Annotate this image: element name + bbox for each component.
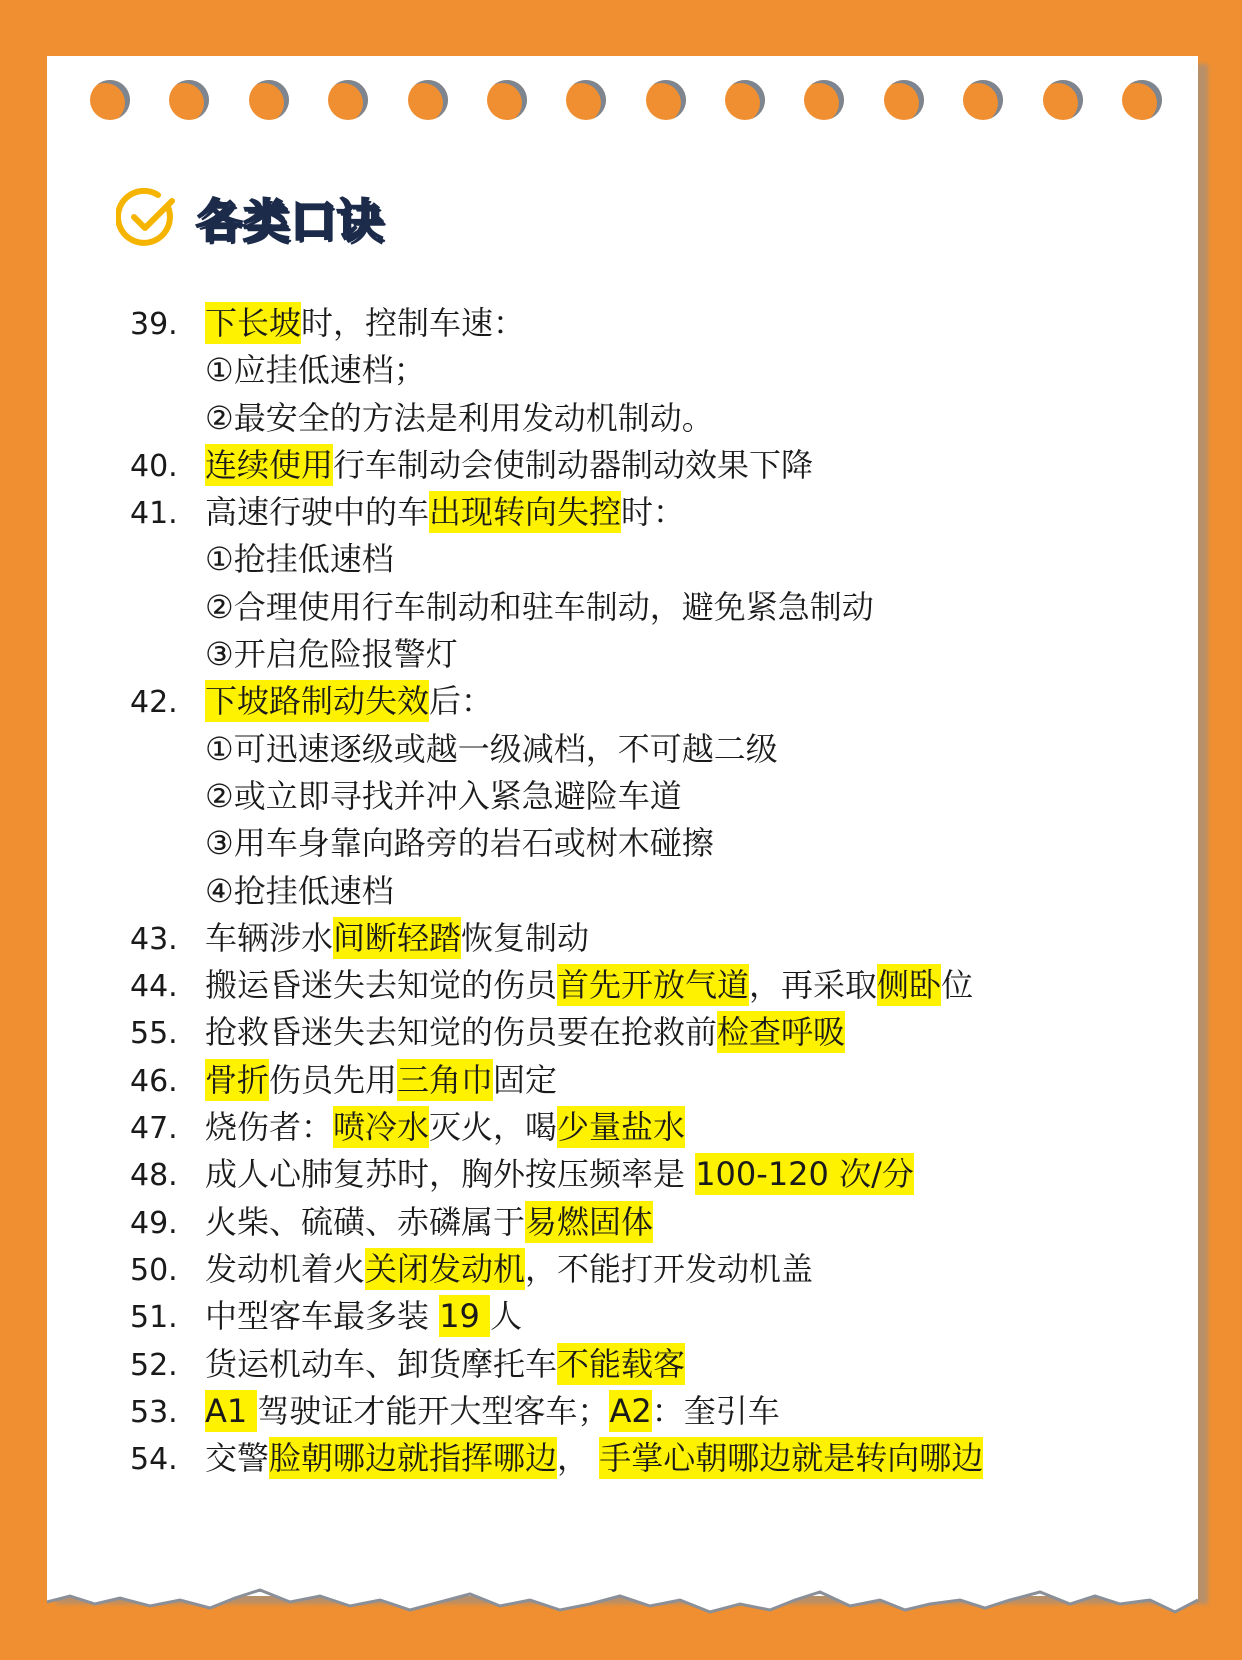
list-sub-item (130, 868, 1150, 915)
highlighted-text: 下长坡 (205, 304, 302, 342)
item-text: ②最安全的方法是利用发动机制动。 (205, 398, 714, 437)
item-text: ，再采取 (749, 966, 878, 1005)
binder-hole (884, 80, 924, 120)
list-item (130, 1246, 1150, 1293)
item-text: 发动机着火 (205, 1249, 366, 1288)
list-item (130, 1388, 1150, 1435)
list-item (130, 1199, 1150, 1246)
list-sub-item (130, 820, 1150, 867)
binder-hole (169, 80, 209, 120)
binder-holes (90, 80, 1162, 124)
binder-hole (408, 80, 448, 120)
binder-hole (487, 80, 527, 120)
item-text: ①可迅速逐级或越一级减档，不可越二级 (205, 729, 778, 768)
item-text: 车辆涉水 (205, 918, 334, 957)
binder-hole (328, 80, 368, 120)
binder-hole (725, 80, 765, 120)
list-sub-item (130, 395, 1150, 442)
highlighted-text: A1 (205, 1391, 258, 1430)
binder-hole (963, 80, 1003, 120)
item-number: 43. (130, 921, 178, 957)
highlighted-text: 连续使用 (205, 445, 334, 484)
highlighted-text: 不能载客 (557, 1344, 686, 1383)
highlighted-text: 检查呼吸 (717, 1013, 846, 1052)
item-text: 搬运昏迷失去知觉的伤员 (205, 966, 558, 1005)
highlighted-text: 首先开放气道 (557, 966, 750, 1005)
list-item (130, 489, 1150, 536)
item-text: 货运机动车、卸货摩托车 (205, 1344, 558, 1383)
list-item (130, 962, 1150, 1009)
list-item (130, 1009, 1150, 1056)
section-heading (116, 186, 384, 250)
binder-hole (249, 80, 289, 120)
highlighted-text: 骨折 (205, 1060, 270, 1099)
list-sub-item (130, 347, 1150, 394)
highlighted-text: 少量盐水 (557, 1108, 686, 1147)
item-text: 位 (941, 966, 974, 1005)
list-item (130, 1151, 1150, 1198)
item-number: 50. (130, 1252, 178, 1288)
item-text: ④抢挂低速档 (205, 871, 394, 910)
item-text: 时，控制车速： (301, 304, 526, 342)
binder-hole (1043, 80, 1083, 120)
item-text: 中型客车最多装 (205, 1297, 440, 1336)
torn-paper-edge (0, 1500, 1242, 1660)
binder-hole (804, 80, 844, 120)
item-text: 交警 (205, 1439, 270, 1478)
binder-hole (566, 80, 606, 120)
list-item (130, 1293, 1150, 1340)
page-title: 各类口诀 (196, 194, 384, 248)
highlighted-text: A2 (609, 1391, 652, 1430)
item-text: 成人心肺复苏时，胸外按压频率是 (205, 1155, 696, 1194)
list-item (130, 1435, 1150, 1482)
item-number: 55. (130, 1016, 178, 1052)
highlighted-text: 易燃固体 (525, 1202, 654, 1241)
item-number: 44. (130, 969, 178, 1005)
highlighted-text: 脸朝哪边就指挥哪边 (269, 1439, 558, 1478)
list-sub-item (130, 536, 1150, 583)
list-item (130, 1341, 1150, 1388)
item-number: 53. (130, 1394, 178, 1430)
item-text: 恢复制动 (461, 918, 590, 957)
highlighted-text: 19 (439, 1297, 491, 1336)
list-item (130, 442, 1150, 489)
item-number: 48. (130, 1158, 178, 1194)
highlighted-text: 100-120 次/分 (695, 1155, 914, 1194)
item-text: 后： (429, 682, 494, 721)
item-text: ①抢挂低速档 (205, 540, 394, 579)
mnemonic-list (130, 300, 1150, 1482)
item-text: 灭火，喝 (429, 1108, 558, 1147)
item-text: ③用车身靠向路旁的岩石或树木碰擦 (205, 824, 714, 863)
item-text: ， (557, 1439, 600, 1478)
item-number: 54. (130, 1442, 178, 1478)
binder-hole (90, 80, 130, 120)
item-number: 40. (130, 448, 178, 484)
list-item (130, 678, 1150, 725)
item-text: 抢救昏迷失去知觉的伤员要在抢救前 (205, 1013, 718, 1052)
list-sub-item (130, 631, 1150, 678)
list-item (130, 1057, 1150, 1104)
item-number: 49. (130, 1205, 178, 1241)
highlighted-text: 侧卧 (877, 966, 942, 1005)
item-text: ，不能打开发动机盖 (525, 1249, 814, 1288)
list-sub-item (130, 726, 1150, 773)
item-text: ③开启危险报警灯 (205, 635, 458, 674)
item-number: 46. (130, 1063, 178, 1099)
item-text: 固定 (493, 1060, 558, 1099)
list-sub-item (130, 584, 1150, 631)
list-item (130, 915, 1150, 962)
binder-hole (646, 80, 686, 120)
highlighted-text: 三角巾 (397, 1060, 494, 1099)
highlighted-text: 间断轻踏 (333, 918, 462, 957)
item-number: 51. (130, 1300, 178, 1336)
list-sub-item (130, 773, 1150, 820)
highlighted-text: 下坡路制动失效 (205, 682, 430, 721)
item-text: ②或立即寻找并冲入紧急避险车道 (205, 776, 682, 815)
item-number: 41. (130, 496, 178, 532)
item-text: ①应挂低速档； (205, 351, 426, 390)
highlighted-text: 喷冷水 (333, 1108, 430, 1147)
item-number: 42. (130, 685, 178, 721)
check-circle-icon (116, 187, 178, 249)
item-text: 高速行驶中的车 (205, 493, 430, 532)
item-text: 伤员先用 (269, 1060, 398, 1099)
item-text: ②合理使用行车制动和驻车制动，避免紧急制动 (205, 587, 874, 626)
item-text: 行车制动会使制动器制动效果下降 (333, 445, 814, 484)
item-text: 火柴、硫磺、赤磷属于 (205, 1202, 526, 1241)
item-number: 39. (130, 307, 178, 342)
item-number: 52. (130, 1347, 178, 1383)
item-text: 人 (490, 1297, 523, 1336)
item-text: 时： (621, 493, 686, 532)
item-text: ：奎引车 (651, 1391, 780, 1430)
highlighted-text: 关闭发动机 (365, 1249, 526, 1288)
highlighted-text: 手掌心朝哪边就是转向哪边 (599, 1439, 984, 1478)
highlighted-text: 出现转向失控 (429, 493, 622, 532)
item-text: 烧伤者： (205, 1108, 334, 1147)
binder-hole (1122, 80, 1162, 120)
item-number: 47. (130, 1111, 178, 1147)
list-item (130, 1104, 1150, 1151)
list-item (130, 300, 1150, 347)
item-text: 驾驶证才能开大型客车； (257, 1391, 610, 1430)
